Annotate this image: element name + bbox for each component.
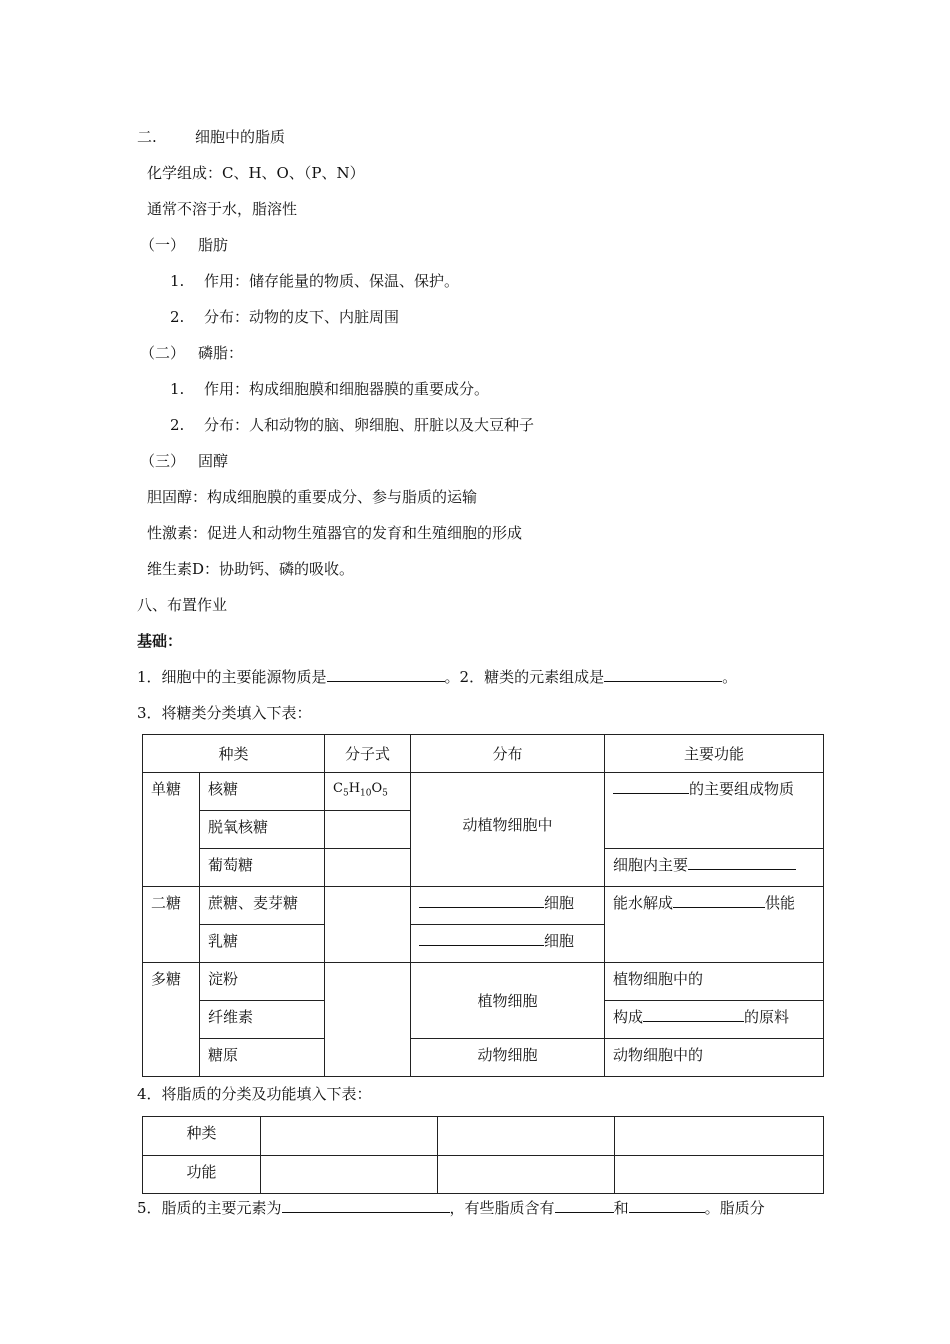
glucose-cell: 葡萄糖 [200,849,325,887]
phospholipid-item-2: 2. 分布：人和动物的脑、卵细胞、肝脏以及大豆种子 [170,416,535,434]
starch-cell: 淀粉 [200,963,325,1001]
phospholipid-heading: （二） 磷脂： [140,344,244,362]
cellulose-cell: 纤维素 [200,1001,325,1039]
phospholipid-item-1: 1. 作用：构成细胞膜和细胞器膜的重要成分。 [170,380,490,398]
lipid-classification-table [142,1116,824,1194]
plant-cell-distribution: 植物细胞 [411,963,605,1039]
glycogen-function: 动物细胞中的 [605,1039,824,1077]
animal-cell-distribution: 动物细胞 [411,1039,605,1077]
answer-blank[interactable] [327,667,445,682]
answer-blank[interactable] [613,779,689,794]
monosaccharide-distribution: 动植物细胞中 [411,773,605,887]
question-3: 3．将糖类分类填入下表： [137,704,312,722]
answer-blank[interactable] [629,1198,705,1213]
monosaccharide-label: 单糖 [143,773,200,887]
glycogen-cell: 糖原 [200,1039,325,1077]
question-1-2: 1．细胞中的主要能源物质是 。2．糖类的元素组成是 。 [137,668,738,686]
glucose-formula-blank[interactable] [325,849,411,887]
ribose-cell: 核糖 [200,773,325,811]
vitamin-d-text: 维生素D：协助钙、磷的吸收。 [147,560,355,578]
lipid-function-label: 功能 [143,1156,261,1194]
answer-blank[interactable] [688,855,796,870]
lactose-cell: 乳糖 [200,925,325,963]
lactose-distribution: 细胞 [411,925,605,963]
header-formula: 分子式 [325,735,411,773]
lipid-type-label: 种类 [143,1117,261,1156]
answer-blank[interactable] [555,1198,614,1213]
ribose-formula: $C_5H_{10}O_5$ [325,773,411,811]
header-type: 种类 [143,735,325,773]
glucose-function: 细胞内主要 [605,849,824,887]
fat-item-1: 1. 作用：储存能量的物质、保温、保护。 [170,272,460,290]
deoxyribose-cell: 脱氧核糖 [200,811,325,849]
answer-blank[interactable] [419,931,544,946]
question-5: 5．脂质的主要元素为 ，有些脂质含有 和 。脂质分 [137,1199,765,1217]
table-cell-blank[interactable] [261,1117,438,1156]
fat-heading-number: （一） [140,236,186,254]
section-title: 细胞中的脂质 [195,128,286,146]
table-cell-blank[interactable] [438,1117,615,1156]
sugar-classification-table [142,734,824,1077]
answer-blank[interactable] [282,1198,450,1213]
table-header-row [143,735,824,773]
homework-heading: 八、布置作业 [137,596,228,614]
table-row [143,1117,824,1156]
table-cell-blank[interactable] [438,1156,615,1194]
table-row [143,773,824,811]
solubility-text: 通常不溶于水，脂溶性 [147,200,298,218]
answer-blank[interactable] [643,1007,744,1022]
monosaccharide-function: 的主要组成物质 [605,773,824,849]
fat-heading-text: 脂肪 [198,236,229,254]
sucrose-distribution: 细胞 [411,887,605,925]
polysaccharide-label: 多糖 [143,963,200,1077]
polysaccharide-formula-blank[interactable] [325,963,411,1077]
table-row [143,963,824,1001]
starch-function: 植物细胞中的 [605,963,824,1001]
fat-heading [140,235,228,255]
deoxyribose-formula-blank[interactable] [325,811,411,849]
section-number: 二. [137,128,157,146]
table-row [143,887,824,925]
sucrose-maltose-cell: 蔗糖、麦芽糖 [200,887,325,925]
answer-blank[interactable] [673,893,765,908]
disaccharide-formula-blank[interactable] [325,887,411,963]
sex-hormone-text: 性激素：促进人和动物生殖器官的发育和生殖细胞的形成 [147,524,523,542]
table-cell-blank[interactable] [261,1156,438,1194]
answer-blank[interactable] [604,667,722,682]
table-row [143,1039,824,1077]
cholesterol-text: 胆固醇：构成细胞膜的重要成分、参与脂质的运输 [147,488,478,506]
header-distribution: 分布 [411,735,605,773]
cellulose-function: 构成 的原料 [605,1001,824,1039]
sterol-heading: （三） 固醇 [140,452,229,470]
section-heading [137,127,285,147]
question-4: 4．将脂质的分类及功能填入下表： [137,1085,372,1103]
disaccharide-label: 二糖 [143,887,200,963]
header-function: 主要功能 [605,735,824,773]
table-row [143,1156,824,1194]
answer-blank[interactable] [419,893,544,908]
disaccharide-function: 能水解成 供能 [605,887,824,963]
table-cell-blank[interactable] [615,1117,824,1156]
fat-item-2: 2. 分布：动物的皮下、内脏周围 [170,308,400,326]
basic-heading: 基础： [137,632,183,650]
table-cell-blank[interactable] [615,1156,824,1194]
chemical-composition: 化学组成：C、H、O、（P、N） [147,164,365,182]
